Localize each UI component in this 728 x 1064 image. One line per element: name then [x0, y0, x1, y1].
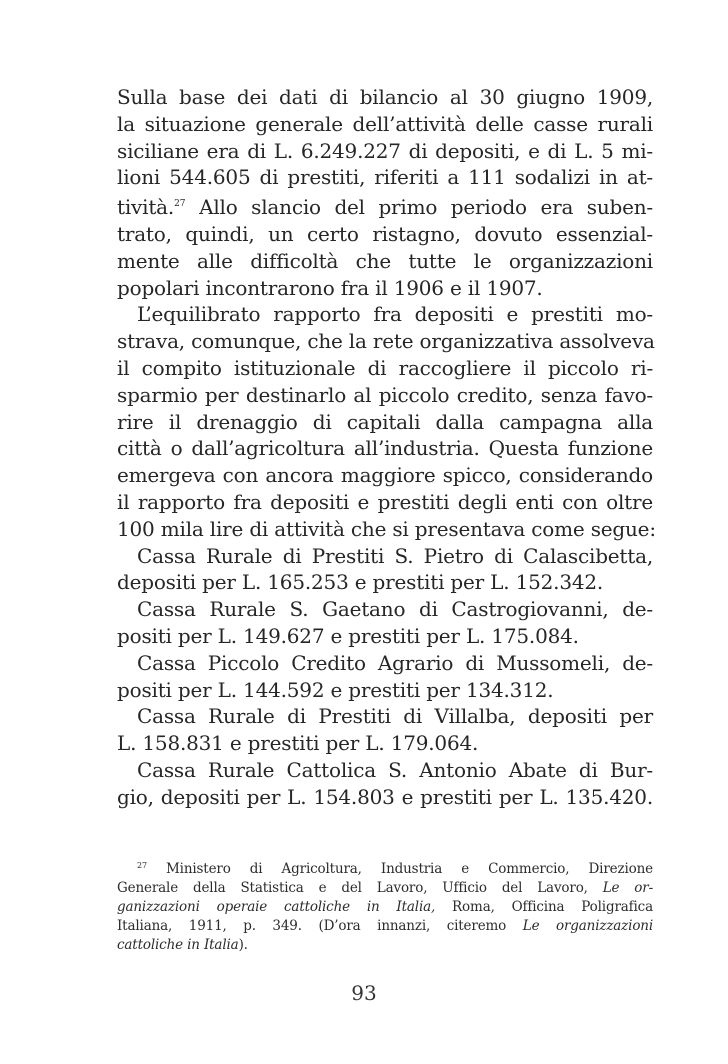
text-line: gio, depositi per L. 154.803 e prestiti per L. 135.420.: [117, 784, 653, 809]
cassa-entry-line: Cassa Rurale S. Gaetano di Castrogiovanni, de-: [137, 597, 653, 622]
footnote-line: [117, 898, 653, 917]
text-line: popolari incontrarono fra il 1906 e il 1907.: [117, 275, 543, 300]
text-line: città o dall’agricoltura all’industria. Questa funzione: [117, 436, 653, 461]
text-line: positi per L. 144.592 e prestiti per 134.312.: [117, 677, 554, 702]
cassa-entry-line: Cassa Rurale di Prestiti S. Pietro di Calascibetta,: [137, 543, 653, 568]
text-line: il compito istituzionale di raccogliere il piccolo ri-: [117, 355, 653, 380]
text-line: L. 158.831 e prestiti per L. 179.064.: [117, 731, 479, 756]
text-line: 100 mila lire di attività che si presentava come segue:: [117, 516, 656, 541]
footnote-text: Italiana, 1911, p. 349. (D’ora innanzi, citeremo: [117, 918, 523, 934]
text-line: sparmio per destinarlo al piccolo credito, senza favo-: [117, 382, 653, 407]
text-fragment: tività.: [117, 195, 175, 220]
paragraph-start-line: L’equilibrato rapporto fra depositi e prestiti mo-: [137, 302, 653, 327]
text-line: lioni 544.605 di prestiti, riferiti a 111 sodalizi in at-: [117, 165, 653, 190]
footnote-title-italic: ganizzazioni operaie cattoliche in Italia,: [117, 899, 436, 915]
footnote-line: [117, 917, 653, 936]
cassa-entry-line: Cassa Rurale Cattolica S. Antonio Abate di Bur-: [137, 757, 653, 782]
text-line: emergeva con ancora maggiore spicco, considerando: [117, 463, 653, 488]
text-line: siciliane era di L. 6.249.227 di depositi, e di L. 5 mi-: [117, 138, 653, 163]
text-line: mente alle difficoltà che tutte le organizzazioni: [117, 248, 653, 273]
text-line: trato, quindi, un certo ristagno, dovuto essenzial-: [117, 221, 653, 246]
text-line: Sulla base dei dati di bilancio al 30 giugno 1909,: [117, 85, 653, 109]
footnote-title-italic: Le organizzazioni: [522, 918, 654, 934]
text-line: strava, comunque, che la rete organizzativa assolveva: [117, 329, 655, 354]
footnote-text: ).: [238, 937, 248, 953]
text-line: il rapporto fra depositi e prestiti degli enti con oltre: [117, 489, 653, 514]
footnote-text: Roma, Officina Poligrafica: [435, 899, 653, 915]
text-fragment: Allo slancio del primo periodo era suben-: [185, 195, 653, 220]
footnote-line: [117, 856, 653, 879]
footnote-title-italic: Le or-: [602, 880, 653, 896]
text-line: la situazione generale dell’attività delle casse rurali: [117, 111, 653, 136]
footnote-line: [117, 936, 653, 955]
footnote-title-italic: cattoliche in Italia: [117, 937, 239, 953]
main-text: [117, 84, 656, 811]
text-line: rire il drenaggio di capitali dalla campagna alla: [117, 409, 653, 434]
footnote: [117, 856, 653, 955]
footnote-text: Ministero di Agricoltura, Industria e Commercio, Direzione: [146, 861, 653, 877]
text-line: [117, 191, 653, 221]
cassa-entry-line: Cassa Piccolo Credito Agrario di Mussomeli, de-: [137, 650, 653, 675]
text-line: depositi per L. 165.253 e prestiti per L. 152.342.: [117, 570, 604, 595]
footnote-text: Generale della Statistica e del Lavoro, Ufficio del Lavoro,: [117, 880, 603, 896]
cassa-entry-line: Cassa Rurale di Prestiti di Villalba, depositi per: [137, 704, 653, 729]
page-number: 93: [351, 981, 377, 1005]
footnote-reference: 27: [174, 199, 186, 210]
text-line: positi per L. 149.627 e prestiti per L. 175.084.: [117, 623, 579, 648]
footnote-marker: 27: [137, 861, 147, 870]
footnote-line: [117, 879, 653, 898]
